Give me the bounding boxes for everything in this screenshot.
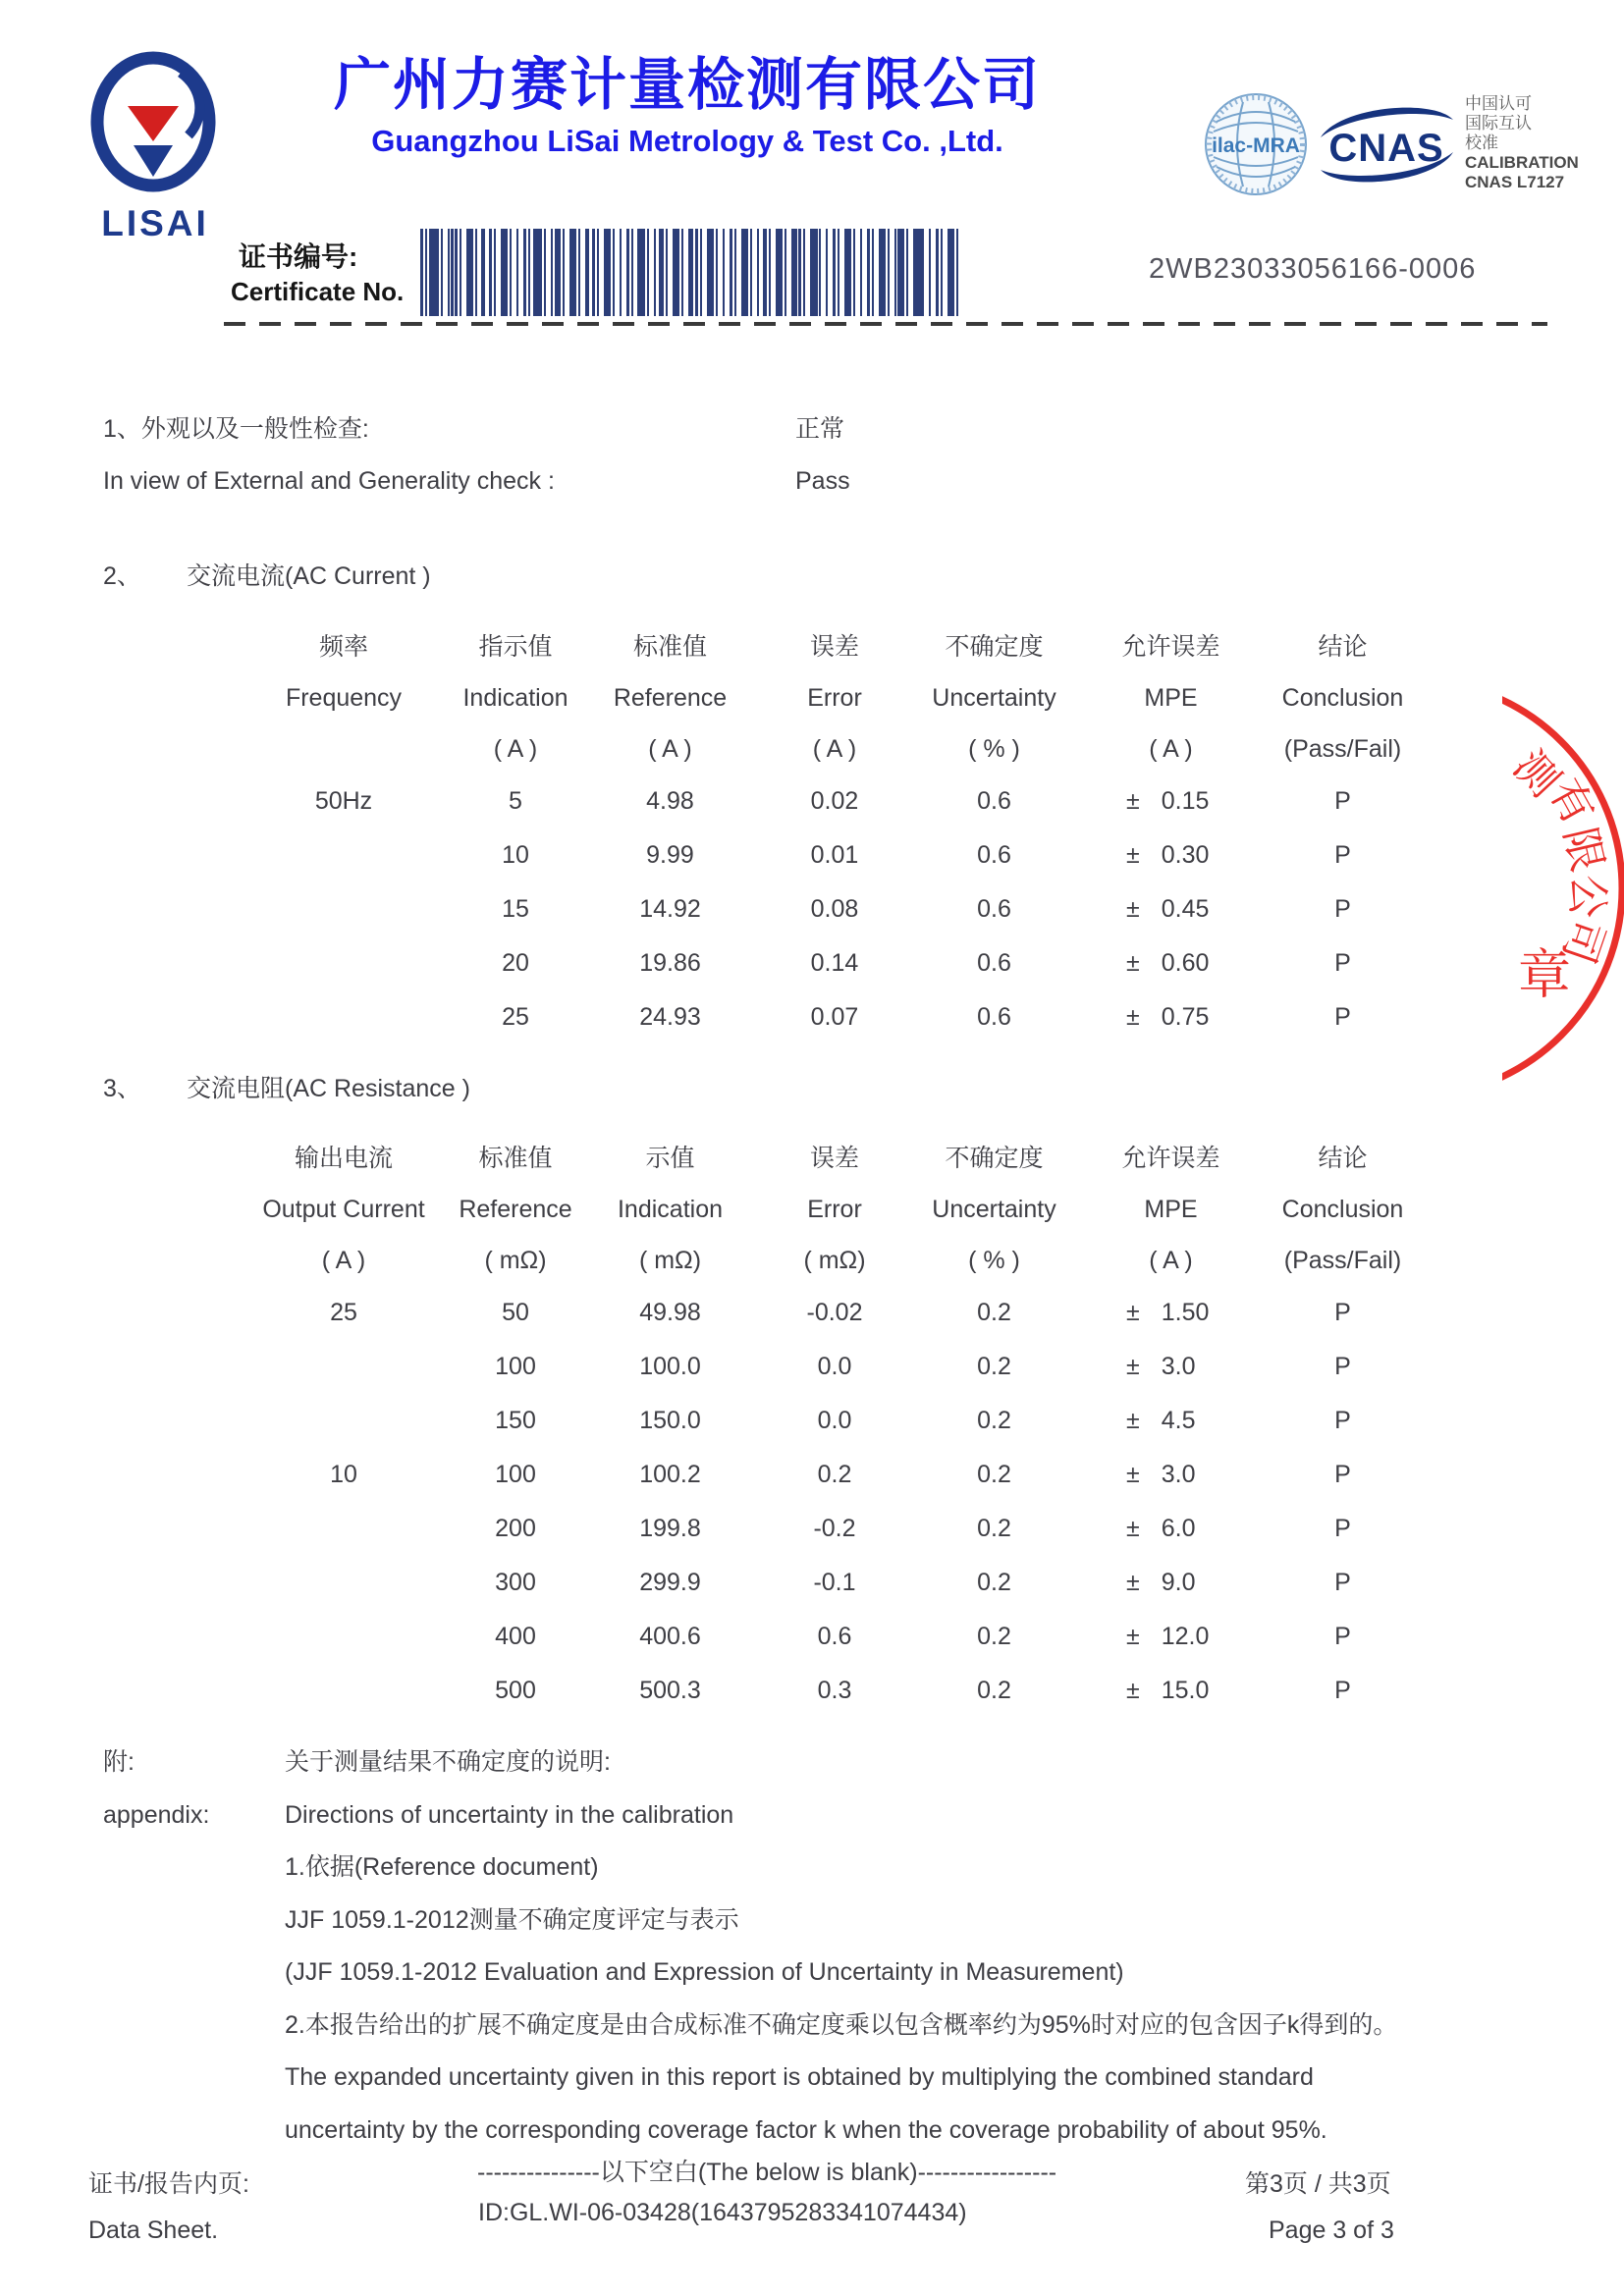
- table-row: [241, 828, 1419, 882]
- header-cell-en: Indication: [462, 684, 568, 712]
- appendix-text: 2.本报告给出的扩展不确定度是由合成标准不确定度乘以包含概率约为95%时对应的包含因子k得到的。: [285, 2010, 1398, 2039]
- cell-frequency: [241, 990, 447, 1044]
- cell-indication: 15: [502, 895, 529, 923]
- cell-mpe: [1075, 1394, 1267, 1448]
- cell-output-current: 25: [330, 1299, 357, 1326]
- unit-cell: (Pass/Fail): [1283, 735, 1402, 763]
- mpe-value: 6.0: [1161, 1515, 1196, 1542]
- header-cell-zh: 误差: [809, 1145, 859, 1172]
- cell-indication: 25: [502, 1003, 529, 1031]
- cell-output-current: 10: [330, 1461, 357, 1488]
- cell-mpe: [1075, 1610, 1267, 1664]
- appendix-text: uncertainty by the corresponding coverage factor k when the coverage probability of about 95%.: [285, 2115, 1327, 2144]
- appendix-text: (JJF 1059.1-2012 Evaluation and Expression of Uncertainty in Measurement): [285, 1958, 1124, 1986]
- stamp-char: 测: [1503, 740, 1570, 807]
- cell-mpe: [1075, 1448, 1267, 1502]
- mpe-value: 0.60: [1161, 949, 1210, 977]
- lisai-logo-icon: [86, 51, 224, 196]
- section2-heading: [103, 560, 431, 593]
- section3-title: 交流电阻(AC Resistance ): [187, 1075, 470, 1102]
- cell-conclusion: P: [1334, 949, 1351, 977]
- mpe-value: 0.30: [1161, 841, 1210, 869]
- cell-mpe: [1075, 1286, 1267, 1340]
- cell-output-current: [241, 1340, 447, 1394]
- mpe-value: 0.45: [1161, 895, 1210, 923]
- header-cell-en: MPE: [1144, 1196, 1198, 1223]
- cell-indication: 10: [502, 841, 529, 869]
- appendix-label: 附:: [103, 1748, 135, 1776]
- header-cell-en: Uncertainty: [932, 1196, 1056, 1223]
- ac-current-header-zh: [241, 621, 1419, 672]
- cell-error: -0.02: [806, 1299, 863, 1326]
- cell-uncertainty: 0.2: [977, 1677, 1011, 1704]
- section3-heading: [103, 1072, 470, 1105]
- unit-cell: ( A ): [812, 735, 857, 763]
- document-id: ID:GL.WI-06-03428(1643795283341074434): [478, 2199, 967, 2226]
- cell-reference: 500: [495, 1677, 536, 1704]
- appendix-row: [103, 1789, 1537, 1842]
- header-cell-zh: 允许误差: [1121, 633, 1220, 661]
- cell-reference: 24.93: [639, 1003, 701, 1031]
- header-cell-en: Uncertainty: [932, 684, 1056, 712]
- stamp-char: 司: [1552, 912, 1614, 970]
- cell-indication: 500.3: [639, 1677, 701, 1704]
- cell-indication: 100.0: [639, 1353, 701, 1380]
- cell-uncertainty: 0.2: [977, 1569, 1011, 1596]
- mpe-sign: ±: [1126, 1569, 1140, 1596]
- cell-error: 0.14: [810, 949, 859, 977]
- cell-conclusion: P: [1334, 895, 1351, 923]
- appendix-label: [103, 1947, 285, 2000]
- appendix-label: [103, 2000, 285, 2053]
- appendix-text: 1.依据(Reference document): [285, 1853, 599, 1881]
- stamp-char: 公: [1560, 873, 1614, 920]
- header-cell-en: Reference: [459, 1196, 572, 1223]
- accreditation-line: 中国认可: [1465, 94, 1532, 113]
- appendix-label: [103, 1895, 285, 1948]
- appendix-text: The expanded uncertainty given in this report is obtained by multiplying the combined standard: [285, 2063, 1314, 2091]
- table-row: [241, 936, 1419, 990]
- appendix-label: appendix:: [103, 1800, 210, 1829]
- cell-conclusion: P: [1334, 1569, 1351, 1596]
- mpe-sign: ±: [1126, 895, 1140, 923]
- cell-frequency: [241, 936, 447, 990]
- cell-indication: 299.9: [639, 1569, 701, 1596]
- header-cell-zh: 指示值: [478, 633, 553, 661]
- certificate-label-zh: 证书编号:: [239, 241, 358, 272]
- mpe-sign: ±: [1126, 1407, 1140, 1434]
- table-row: [241, 1556, 1419, 1610]
- header-cell-zh: 示值: [645, 1145, 695, 1172]
- barcode: [420, 229, 960, 316]
- ac-current-units: [241, 723, 1419, 774]
- header-cell-zh: 标准值: [478, 1145, 553, 1172]
- cell-mpe: [1075, 990, 1267, 1044]
- cell-output-current: [241, 1502, 447, 1556]
- unit-cell: ( mΩ): [638, 1247, 702, 1274]
- unit-cell: ( % ): [968, 1247, 1020, 1274]
- ac-resistance-header-zh: [241, 1133, 1419, 1184]
- cell-conclusion: P: [1334, 1515, 1351, 1542]
- cell-uncertainty: 0.6: [977, 841, 1011, 869]
- cell-error: 0.0: [817, 1353, 852, 1380]
- mpe-sign: ±: [1126, 841, 1140, 869]
- cell-reference: 100: [495, 1461, 536, 1488]
- stamp-char: 限: [1553, 823, 1613, 877]
- ac-resistance-header-en: [241, 1184, 1419, 1235]
- company-name-block: [295, 51, 1080, 159]
- cell-uncertainty: 0.2: [977, 1515, 1011, 1542]
- table-row: [241, 1610, 1419, 1664]
- cell-uncertainty: 0.2: [977, 1353, 1011, 1380]
- header-cell-zh: 结论: [1318, 633, 1368, 661]
- cell-indication: 100.2: [639, 1461, 701, 1488]
- unit-cell: ( mΩ): [484, 1247, 547, 1274]
- appendix-row: [103, 1736, 1537, 1789]
- appendix-row: [103, 2000, 1537, 2053]
- table-row: [241, 1340, 1419, 1394]
- cell-conclusion: P: [1334, 1299, 1351, 1326]
- cell-uncertainty: 0.6: [977, 1003, 1011, 1031]
- cell-error: 0.2: [817, 1461, 852, 1488]
- section1-result-zh: 正常: [795, 415, 845, 443]
- ac-current-rows: [241, 774, 1419, 1044]
- cell-mpe: [1075, 936, 1267, 990]
- mpe-value: 1.50: [1161, 1299, 1210, 1326]
- unit-cell: ( A ): [493, 735, 538, 763]
- svg-text:CNAS: CNAS: [1328, 127, 1444, 170]
- table-row: [241, 1394, 1419, 1448]
- ac-resistance-units: [241, 1235, 1419, 1286]
- header-cell-en: Reference: [613, 684, 728, 712]
- appendix-row: [103, 1947, 1537, 2000]
- table-row: [241, 1664, 1419, 1718]
- accreditation-line: CNAS L7127: [1465, 173, 1565, 191]
- header-cell-zh: 频率: [318, 633, 368, 661]
- stamp-icon: [1502, 687, 1624, 1099]
- header-cell-zh: 允许误差: [1121, 1145, 1220, 1172]
- cell-conclusion: P: [1334, 1353, 1351, 1380]
- cell-conclusion: P: [1334, 1623, 1351, 1650]
- mpe-sign: ±: [1126, 1515, 1140, 1542]
- header-cell-en: Frequency: [285, 684, 403, 712]
- cell-conclusion: P: [1334, 841, 1351, 869]
- header-cell-en: Error: [807, 1196, 862, 1223]
- cell-reference: 19.86: [639, 949, 701, 977]
- cell-uncertainty: 0.6: [977, 949, 1011, 977]
- cell-error: 0.0: [817, 1407, 852, 1434]
- section1-row-zh: [103, 412, 1183, 446]
- red-seal-stamp: [1502, 687, 1624, 1099]
- appendix-label: [103, 1842, 285, 1895]
- svg-text:ilac-MRA: ilac-MRA: [1212, 134, 1300, 157]
- cell-mpe: [1075, 1502, 1267, 1556]
- cell-indication: 400.6: [639, 1623, 701, 1650]
- header-cell-en: Conclusion: [1281, 684, 1404, 712]
- cell-reference: 9.99: [646, 841, 694, 869]
- cell-error: 0.07: [810, 1003, 859, 1031]
- cell-reference: 14.92: [639, 895, 701, 923]
- table-row: [241, 990, 1419, 1044]
- cell-indication: 150.0: [639, 1407, 701, 1434]
- cell-output-current: [241, 1556, 447, 1610]
- cell-output-current: [241, 1610, 447, 1664]
- section1-title-en: In view of External and Generality check :: [103, 467, 555, 495]
- cell-error: -0.2: [813, 1515, 856, 1542]
- cell-mpe: [1075, 1340, 1267, 1394]
- table-row: [241, 1286, 1419, 1340]
- unit-cell: ( A ): [648, 735, 692, 763]
- cell-indication: 5: [509, 787, 522, 815]
- company-name-zh: 广州力赛计量检测有限公司: [333, 53, 1041, 117]
- section1-row-en: [103, 464, 1183, 498]
- cell-output-current: [241, 1664, 447, 1718]
- section1-result-en: Pass: [795, 467, 850, 495]
- cell-error: -0.1: [813, 1569, 856, 1596]
- page-number-en: Page 3 of 3: [1269, 2216, 1394, 2244]
- cell-frequency: [241, 882, 447, 936]
- accreditation-line: 校准: [1465, 133, 1498, 152]
- unit-cell: ( A ): [321, 1247, 366, 1274]
- mpe-sign: ±: [1126, 1299, 1140, 1326]
- cell-reference: 100: [495, 1353, 536, 1380]
- table-row: [241, 774, 1419, 828]
- stamp-char: 有: [1539, 771, 1604, 833]
- section2-number: 2、: [103, 562, 141, 590]
- cell-reference: 400: [495, 1623, 536, 1650]
- mpe-sign: ±: [1126, 1353, 1140, 1380]
- header-cell-zh: 输出电流: [294, 1145, 393, 1172]
- mpe-sign: ±: [1126, 949, 1140, 977]
- mpe-sign: ±: [1126, 1677, 1140, 1704]
- appendix-label: [103, 2052, 285, 2105]
- appendix-row: [103, 1842, 1537, 1895]
- cell-uncertainty: 0.6: [977, 895, 1011, 923]
- cell-indication: 199.8: [639, 1515, 701, 1542]
- appendix-row: [103, 2052, 1537, 2105]
- header-cell-zh: 不确定度: [945, 1145, 1044, 1172]
- section3-number: 3、: [103, 1075, 141, 1102]
- mpe-value: 15.0: [1161, 1677, 1210, 1704]
- mpe-value: 0.15: [1161, 787, 1210, 815]
- accreditation-line: CALIBRATION: [1465, 153, 1579, 172]
- cell-reference: 150: [495, 1407, 536, 1434]
- header-cell-zh: 标准值: [632, 633, 707, 661]
- cell-error: 0.3: [817, 1677, 852, 1704]
- cell-uncertainty: 0.2: [977, 1299, 1011, 1326]
- cell-mpe: [1075, 1664, 1267, 1718]
- cell-conclusion: P: [1334, 1003, 1351, 1031]
- stamp-char: 章: [1518, 943, 1571, 1006]
- unit-cell: ( A ): [1149, 735, 1193, 763]
- ilac-mra-logo-icon: [1202, 90, 1310, 198]
- mpe-sign: ±: [1126, 1461, 1140, 1488]
- cell-mpe: [1075, 774, 1267, 828]
- mpe-value: 3.0: [1161, 1353, 1196, 1380]
- header-cell-en: MPE: [1144, 684, 1198, 712]
- unit-cell: ( A ): [1149, 1247, 1193, 1274]
- appendix-block: [103, 1736, 1537, 2157]
- cell-indication: 20: [502, 949, 529, 977]
- cell-error: 0.6: [817, 1623, 852, 1650]
- mpe-sign: ±: [1126, 1003, 1140, 1031]
- header-cell-en: Indication: [617, 1196, 724, 1223]
- ac-current-header-en: [241, 672, 1419, 723]
- mpe-value: 0.75: [1161, 1003, 1210, 1031]
- mpe-sign: ±: [1126, 1623, 1140, 1650]
- unit-cell: ( % ): [968, 735, 1020, 763]
- accreditation-line: 国际互认: [1465, 114, 1532, 133]
- section1-title-zh: 1、外观以及一般性检查:: [103, 415, 369, 443]
- cell-frequency: 50Hz: [314, 787, 373, 815]
- table-row: [241, 1448, 1419, 1502]
- dashed-separator: [224, 322, 1547, 326]
- mpe-value: 4.5: [1161, 1407, 1196, 1434]
- cell-conclusion: P: [1334, 1461, 1351, 1488]
- cell-error: 0.02: [810, 787, 859, 815]
- cell-conclusion: P: [1334, 1677, 1351, 1704]
- cell-conclusion: P: [1334, 1407, 1351, 1434]
- header-cell-zh: 误差: [809, 633, 859, 661]
- mpe-value: 12.0: [1161, 1623, 1210, 1650]
- appendix-row: [103, 2105, 1537, 2158]
- appendix-text: JJF 1059.1-2012测量不确定度评定与表示: [285, 1905, 739, 1934]
- appendix-label: [103, 2105, 285, 2158]
- table-row: [241, 1502, 1419, 1556]
- footer-left-en: Data Sheet.: [88, 2216, 219, 2244]
- unit-cell: (Pass/Fail): [1283, 1247, 1402, 1274]
- cell-reference: 4.98: [646, 787, 694, 815]
- cell-mpe: [1075, 828, 1267, 882]
- ac-current-table: [241, 621, 1419, 1044]
- header-cell-zh: 结论: [1318, 1145, 1368, 1172]
- cell-mpe: [1075, 1556, 1267, 1610]
- cell-uncertainty: 0.2: [977, 1461, 1011, 1488]
- cell-indication: 49.98: [639, 1299, 701, 1326]
- cnas-logo-icon: [1316, 98, 1458, 191]
- header-cell-en: Error: [807, 684, 862, 712]
- blank-notice: ---------------以下空白(The below is blank)-----------------: [477, 2159, 1057, 2186]
- accreditation-text: [1465, 94, 1622, 192]
- cell-mpe: [1075, 882, 1267, 936]
- mpe-value: 9.0: [1161, 1569, 1196, 1596]
- logo-text: LISAI: [101, 203, 209, 243]
- section2-title: 交流电流(AC Current ): [187, 562, 431, 590]
- header-cell-en: Conclusion: [1281, 1196, 1404, 1223]
- table-row: [241, 882, 1419, 936]
- company-name-en: Guangzhou LiSai Metrology & Test Co. ,Ltd.: [371, 124, 1003, 158]
- cell-error: 0.01: [810, 841, 859, 869]
- unit-cell: [241, 723, 447, 774]
- mpe-value: 3.0: [1161, 1461, 1196, 1488]
- cell-reference: 200: [495, 1515, 536, 1542]
- certificate-number: 2WB23033056166-0006: [1149, 253, 1477, 285]
- appendix-text: 关于测量结果不确定度的说明:: [285, 1748, 611, 1776]
- cell-reference: 300: [495, 1569, 536, 1596]
- cell-output-current: [241, 1394, 447, 1448]
- cell-uncertainty: 0.6: [977, 787, 1011, 815]
- certificate-label-en: Certificate No.: [231, 277, 405, 306]
- cell-error: 0.08: [810, 895, 859, 923]
- unit-cell: ( mΩ): [803, 1247, 866, 1274]
- mpe-sign: ±: [1126, 787, 1140, 815]
- appendix-row: [103, 1895, 1537, 1948]
- header-cell-zh: 不确定度: [945, 633, 1044, 661]
- page-number-zh: 第3页 / 共3页: [1245, 2170, 1391, 2198]
- cell-reference: 50: [502, 1299, 529, 1326]
- company-logo: [86, 51, 224, 244]
- ac-resistance-rows: [241, 1286, 1419, 1718]
- ac-resistance-table: [241, 1133, 1419, 1718]
- cell-frequency: [241, 828, 447, 882]
- cell-uncertainty: 0.2: [977, 1407, 1011, 1434]
- appendix-text: Directions of uncertainty in the calibration: [285, 1800, 734, 1829]
- footer-left-zh: 证书/报告内页:: [88, 2170, 249, 2198]
- cell-conclusion: P: [1334, 787, 1351, 815]
- cell-uncertainty: 0.2: [977, 1623, 1011, 1650]
- header-cell-en: Output Current: [262, 1196, 425, 1223]
